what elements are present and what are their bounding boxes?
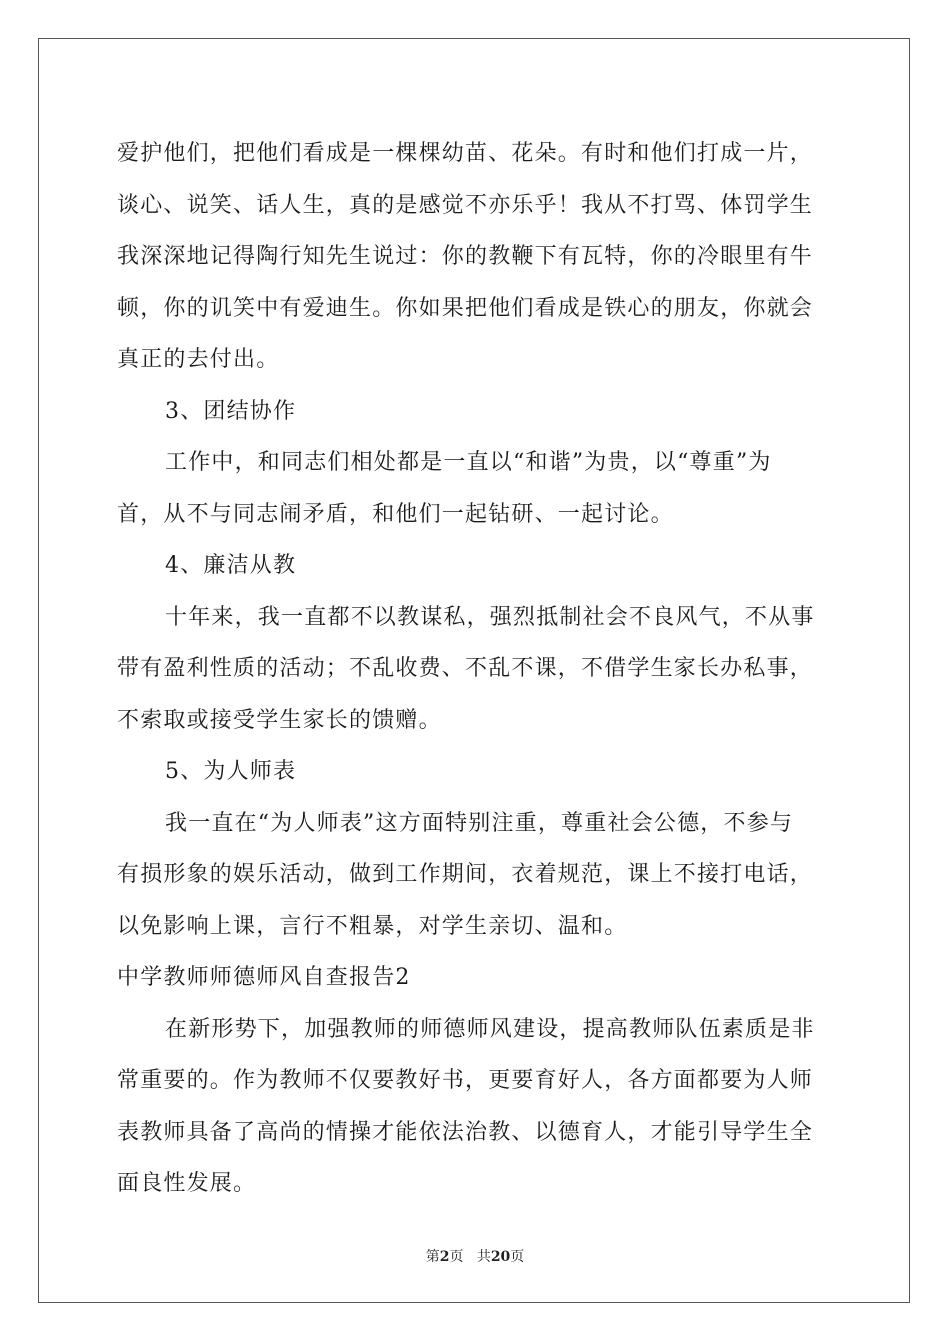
total-suffix: 页 [510,1249,525,1265]
total-prefix: 共 [476,1249,491,1265]
text-line: 首，从不与同志闹矛盾，和他们一起钻研、一起讨论。 [117,501,674,527]
section-heading-integrity: 4、廉洁从教 [165,553,297,578]
section-heading-unity: 3、团结协作 [165,398,297,424]
page-suffix: 页 [449,1249,464,1265]
page-footer [0,1247,950,1267]
text-line: 工作中，和同志们相处都是一直以“和谐”为贵，以“尊重”为 [165,450,772,475]
page-number: 2 [439,1249,450,1265]
text-line: 带有盈利性质的活动；不乱收费、不乱不课，不借学生家长办私事， [117,656,814,681]
text-line: 常重要的。作为教师不仅要教好书，更要育好人，各方面都要为人师 [117,1068,814,1093]
text-line: 我深深地记得陶行知先生说过：你的教鞭下有瓦特，你的冷眼里有牛 [117,244,814,269]
text-line: 不索取或接受学生家长的馈赠。 [117,707,442,733]
total-pages: 20 [490,1249,511,1265]
text-line: 顿，你的讥笑中有爱迪生。你如果把他们看成是铁心的朋友，你就会 [117,295,814,321]
text-line: 我一直在“为人师表”这方面特别注重，尊重社会公德，不参与 [165,810,794,836]
text-line: 十年来，我一直都不以教谋私，强烈抵制社会不良风气，不从事 [165,604,815,630]
report-title: 中学教师师德师风自查报告2 [117,965,411,990]
text-line: 有损形象的娱乐活动，做到工作期间，衣着规范，课上不接打电话， [117,862,814,887]
text-line: 真正的去付出。 [117,347,280,372]
document-body [117,128,835,1210]
text-line: 在新形势下，加强教师的师德师风建设，提高教师队伍素质是非 [165,1016,815,1042]
section-heading-role-model: 5、为人师表 [165,759,297,784]
text-line: 以免影响上课，言行不粗暴，对学生亲切、温和。 [117,913,628,939]
text-line: 表教师具备了高尚的情操才能依法治教、以德育人，才能引导学生全 [117,1119,814,1145]
text-line: 谈心、说笑、话人生，真的是感觉不亦乐乎！我从不打骂、体罚学生 [117,192,814,218]
text-line: 爱护他们，把他们看成是一棵棵幼苗、花朵。有时和他们打成一片， [117,141,814,166]
page-prefix: 第 [425,1249,440,1265]
text-line: 面良性发展。 [117,1171,257,1196]
